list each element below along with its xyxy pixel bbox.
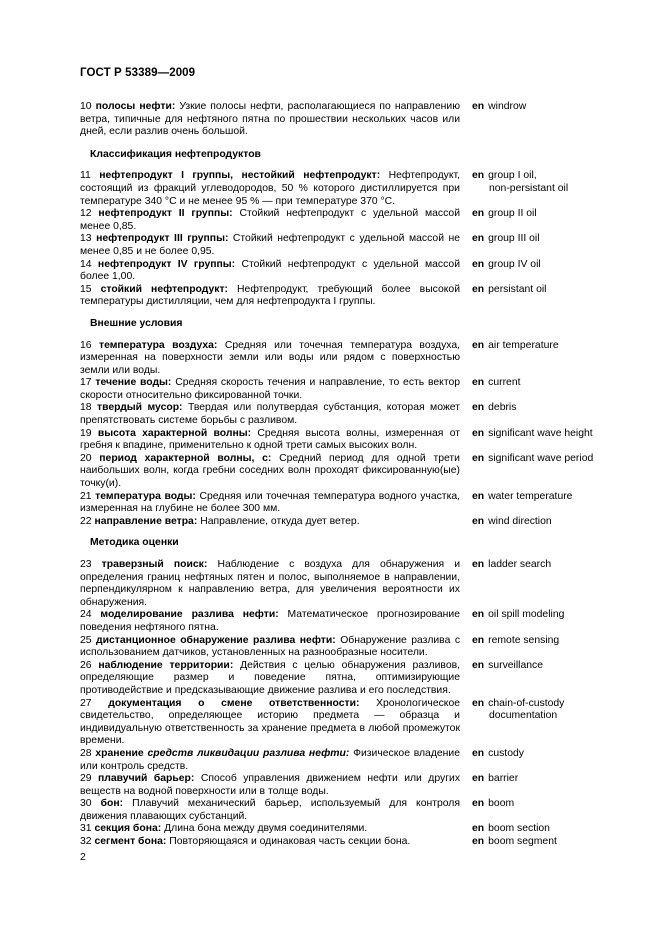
term-text: Средняя высота волны, измеренная от гребня к впадине, применительно к одной трети самых высоких волн.	[80, 427, 461, 452]
term-entry	[80, 233, 605, 258]
term-definition	[80, 773, 460, 798]
english-term: group III oil	[488, 233, 540, 245]
term-name: нефтепродукт III группы:	[96, 233, 229, 245]
term-entry	[80, 340, 605, 378]
term-name: стойкий нефтепродукт:	[100, 283, 229, 295]
term-name: твердый мусор:	[97, 402, 183, 414]
english-term-line	[472, 233, 605, 246]
term-entry	[80, 773, 605, 798]
english-equivalent	[472, 660, 605, 698]
english-term-line	[472, 798, 605, 811]
lang-code: en	[472, 659, 485, 671]
english-term: oil spill modeling	[488, 609, 565, 621]
term-text: Физическое владение или контроль средств.	[80, 747, 461, 772]
term-number: 26	[80, 659, 92, 671]
term-name: дистанционное обнаружение разлива нефти:	[96, 634, 336, 646]
english-term: ladder search	[488, 559, 552, 570]
term-text: Стойкий нефтепродукт с удельной массой менее 0,85.	[80, 208, 460, 232]
term-number: 22	[80, 515, 92, 527]
term-definition	[80, 377, 460, 402]
term-definition	[80, 660, 460, 698]
term-name: нефтепродукт IV группы:	[97, 258, 236, 270]
term-number: 11	[80, 170, 91, 182]
english-term: custody	[488, 747, 524, 759]
lang-code: en	[472, 233, 485, 245]
term-number: 12	[80, 208, 92, 220]
term-name: полосы нефти:	[95, 101, 176, 112]
english-term: non-persistant oil	[489, 182, 569, 194]
english-term-line	[472, 491, 605, 504]
english-term-line	[472, 208, 605, 221]
english-term: surveillance	[488, 659, 544, 671]
term-entry	[80, 170, 605, 208]
term-entry	[80, 559, 605, 609]
term-entry	[80, 609, 605, 634]
english-term-line	[472, 773, 605, 786]
term-name: направление ветра:	[94, 515, 198, 527]
term-name: бон:	[100, 798, 124, 810]
english-term-line	[472, 559, 605, 572]
lang-code: en	[472, 208, 485, 220]
english-equivalent	[472, 798, 605, 823]
lang-code: en	[472, 258, 485, 270]
english-term: debris	[488, 402, 517, 414]
term-definition	[80, 609, 460, 634]
term-number: 10	[80, 101, 92, 112]
english-term: barrier	[488, 773, 519, 785]
english-term-line	[472, 710, 605, 723]
term-number: 19	[80, 427, 92, 439]
term-name: температура воды:	[95, 490, 196, 502]
english-term-line	[472, 259, 605, 272]
section-heading: Внешние условия	[90, 317, 183, 329]
english-equivalent	[472, 823, 605, 836]
lang-code: en	[472, 101, 485, 112]
term-number: 16	[80, 339, 92, 351]
term-entry	[80, 698, 605, 748]
term-name: хранение	[95, 747, 144, 759]
term-name: температура воздуха:	[98, 339, 218, 351]
english-equivalent	[472, 559, 605, 609]
page-number: 2	[80, 852, 86, 863]
term-name: высота характерной волны:	[97, 427, 252, 439]
english-term: documentation	[489, 710, 558, 722]
english-term: boom	[488, 798, 515, 810]
english-equivalent	[472, 698, 605, 748]
term-name: моделирование разлива нефти:	[100, 609, 279, 621]
term-definition	[80, 698, 460, 748]
term-name: период характерной волны, с:	[99, 452, 272, 464]
term-entry	[80, 101, 605, 139]
english-term-line	[472, 609, 605, 622]
english-term: wind direction	[488, 515, 552, 527]
term-text: Плавучий механический барьер, используемый для контроля движения плавающих субстанций.	[80, 798, 460, 822]
term-entry	[80, 635, 605, 660]
term-definition	[80, 402, 460, 427]
term-entry	[80, 748, 605, 773]
english-term-line	[472, 377, 605, 390]
term-entry	[80, 377, 605, 402]
english-equivalent	[472, 516, 605, 529]
lang-code: en	[472, 402, 485, 414]
english-equivalent	[472, 748, 605, 773]
english-term-line	[472, 453, 605, 466]
term-entry	[80, 453, 605, 491]
term-name: сегмент бона:	[94, 836, 167, 848]
term-name: течение воды:	[95, 377, 172, 389]
english-equivalent	[472, 491, 605, 516]
english-equivalent	[472, 377, 605, 402]
english-term: boom segment	[488, 836, 557, 848]
term-number: 20	[80, 452, 92, 464]
lang-code: en	[472, 634, 485, 646]
term-number: 32	[80, 836, 92, 848]
term-number: 24	[80, 609, 92, 621]
section-heading: Методика оценки	[90, 537, 179, 549]
english-term: water temperature	[488, 490, 573, 502]
term-number: 30	[80, 798, 92, 810]
term-text: Нефтепродукт, требующий более высокой температуры дистилляции, чем для нефтепродукта I группы.	[80, 283, 461, 308]
term-text: Средняя или точечная температура водного участка, измеренная на глубине не более 300 мм.	[80, 490, 461, 515]
lang-code: en	[472, 747, 485, 759]
english-term: group II oil	[488, 208, 537, 220]
term-definition	[80, 491, 460, 516]
term-entry	[80, 516, 605, 529]
term-definition	[80, 340, 460, 378]
english-term: persistant oil	[488, 283, 547, 295]
term-entry	[80, 798, 605, 823]
english-term-line	[472, 660, 605, 673]
document-header: ГОСТ Р 53389—2009	[80, 67, 196, 79]
english-term-line	[472, 402, 605, 415]
lang-code: en	[472, 452, 485, 464]
lang-code: en	[472, 427, 485, 439]
english-term-line	[472, 284, 605, 297]
term-entry	[80, 660, 605, 698]
term-number: 18	[80, 402, 92, 414]
term-text: Средняя или точечная температура воздуха, измеренная на поверхности земли или воды или рядом с поверхностью земли или воды.	[80, 339, 461, 376]
lang-code: en	[472, 697, 485, 709]
english-equivalent	[472, 635, 605, 660]
term-number: 13	[80, 233, 92, 245]
english-equivalent	[472, 453, 605, 491]
term-entry	[80, 491, 605, 516]
english-equivalent	[472, 284, 605, 309]
term-text: Наблюдение с воздуха для обнаружения и определения границ нефтяных пятен и полос, выполняемое в направлении, перпендикулярном к направлению ветра, для увеличения вероятности их обнаружения.	[80, 559, 461, 608]
lang-code: en	[472, 773, 485, 785]
term-definition	[80, 798, 460, 823]
term-name: документация о смене ответственности:	[108, 697, 360, 709]
term-name: нефтепродукт I группы, нестойкий нефтепродукт:	[99, 170, 381, 182]
term-definition	[80, 836, 460, 849]
section-heading: Классификация нефтепродуктов	[90, 148, 261, 160]
term-definition	[80, 635, 460, 660]
term-text: Математическое прогнозирование поведения нефтяного пятна.	[80, 609, 460, 633]
english-equivalent	[472, 402, 605, 427]
term-definition	[80, 170, 460, 208]
english-term-line	[472, 428, 605, 441]
english-equivalent	[472, 836, 605, 849]
term-definition	[80, 748, 460, 773]
english-term: current	[488, 377, 521, 389]
term-number: 31	[80, 823, 92, 835]
english-term: boom section	[488, 823, 550, 835]
lang-code: en	[472, 283, 485, 295]
term-entry	[80, 259, 605, 284]
english-equivalent	[472, 609, 605, 634]
term-text: Узкие полосы нефти, располагающиеся по направлению ветра, типичные для нефтяного пятна по прошествии нескольких часов или дней, если разлив очень большой.	[80, 101, 460, 138]
term-definition	[80, 259, 460, 284]
term-text: Длина бона между двумя соединителями.	[164, 823, 368, 835]
terms-list	[80, 96, 605, 849]
term-definition	[80, 101, 460, 139]
lang-code: en	[472, 377, 485, 389]
english-term-line	[472, 836, 605, 849]
term-definition	[80, 453, 460, 491]
term-entry	[80, 836, 605, 849]
term-entry	[80, 823, 605, 836]
term-text: Повторяющаяся и одинаковая часть секции бона.	[169, 836, 411, 848]
lang-code: en	[472, 559, 485, 570]
term-number: 17	[80, 377, 92, 389]
term-name: секция бона:	[94, 823, 162, 835]
lang-code: en	[472, 798, 485, 810]
english-equivalent	[472, 170, 605, 208]
term-number: 27	[80, 697, 92, 709]
english-term-line	[472, 698, 605, 711]
term-number: 28	[80, 747, 92, 759]
term-text: Стойкий нефтепродукт с удельной массой более 1,00.	[80, 258, 461, 283]
term-definition	[80, 428, 460, 453]
lang-code: en	[472, 609, 485, 621]
term-number: 29	[80, 773, 92, 785]
english-term: group I oil,	[488, 170, 537, 182]
term-number: 25	[80, 634, 92, 646]
term-name: траверзный поиск:	[101, 559, 208, 570]
term-entry	[80, 208, 605, 233]
english-term: remote sensing	[488, 634, 560, 646]
english-equivalent	[472, 773, 605, 798]
term-text: Обнаружение разлива с использованием датчиков, установленных на разнообразные носители.	[80, 634, 461, 659]
english-equivalent	[472, 428, 605, 453]
term-definition	[80, 559, 460, 609]
english-equivalent	[472, 208, 605, 233]
term-text: Способ управления движением нефти или других веществ на водной поверхности или в толще воды.	[80, 773, 461, 797]
english-term-line	[472, 748, 605, 761]
english-term-line	[472, 183, 605, 196]
english-equivalent	[472, 233, 605, 258]
lang-code: en	[472, 170, 485, 182]
term-number: 23	[80, 559, 92, 570]
term-entry	[80, 428, 605, 453]
lang-code: en	[472, 339, 485, 351]
lang-code: en	[472, 836, 485, 848]
term-text: Средний период для одной трети наибольших волн, когда гребни соседних волн проходят фиксированную(ые) точку(и).	[80, 452, 460, 490]
term-definition	[80, 516, 460, 529]
english-term-line	[472, 340, 605, 353]
term-name: наблюдение территории:	[98, 659, 234, 671]
english-term: significant wave height	[488, 427, 593, 439]
term-name: нефтепродукт II группы:	[98, 208, 233, 220]
english-term-line	[472, 635, 605, 648]
term-definition	[80, 233, 460, 258]
term-definition	[80, 284, 460, 309]
english-term-line	[472, 170, 605, 183]
term-text: Хронологическое свидетельство, определяющее историю предмета — образца и индивидуальную ответственность за хранение предмета в любой промежуток времени.	[80, 697, 461, 747]
term-number: 21	[80, 490, 92, 502]
term-text: Стойкий нефтепродукт с удельной массой не менее 0,85 и не более 0,95.	[80, 233, 460, 257]
term-definition	[80, 823, 460, 836]
term-entry	[80, 284, 605, 309]
term-text: Действия с целью обнаружения разливов, определяющие размер и поведение пятна, оптимизирующие противодействие и предсказывающие движение разлива и его последствия.	[80, 659, 461, 696]
term-name: плавучий барьер:	[98, 773, 195, 785]
term-number: 14	[80, 258, 92, 270]
lang-code: en	[472, 490, 485, 502]
term-name-italic: средств ликвидации разлива нефти:	[147, 747, 350, 759]
english-term: chain-of-custody	[488, 697, 565, 709]
english-term-line	[472, 516, 605, 529]
term-entry	[80, 402, 605, 427]
term-number: 15	[80, 283, 92, 295]
english-equivalent	[472, 340, 605, 378]
english-term: group IV oil	[488, 258, 541, 270]
term-text: Направление, откуда дует ветер.	[200, 515, 360, 527]
term-definition	[80, 208, 460, 233]
english-term-line	[472, 823, 605, 836]
english-term: significant wave period	[488, 452, 594, 464]
term-text: Нефтепродукт, состоящий из фракций углеводородов, 50 % которого дистиллируется при температуре 340 °С и не менее 95 % — при температуре 370 °С.	[80, 170, 461, 207]
lang-code: en	[472, 515, 485, 527]
lang-code: en	[472, 823, 485, 835]
english-term-line	[472, 101, 605, 114]
english-term: windrow	[488, 101, 527, 112]
term-text: Твердая или полутвердая субстанция, которая может препятствовать системе борьбы с разливом.	[80, 402, 460, 427]
term-text: Средняя скорость течения и направление, то есть вектор скорости относительно фиксированной точки.	[80, 377, 461, 401]
english-equivalent	[472, 101, 605, 139]
english-term: air temperature	[488, 339, 559, 351]
english-equivalent	[472, 259, 605, 284]
